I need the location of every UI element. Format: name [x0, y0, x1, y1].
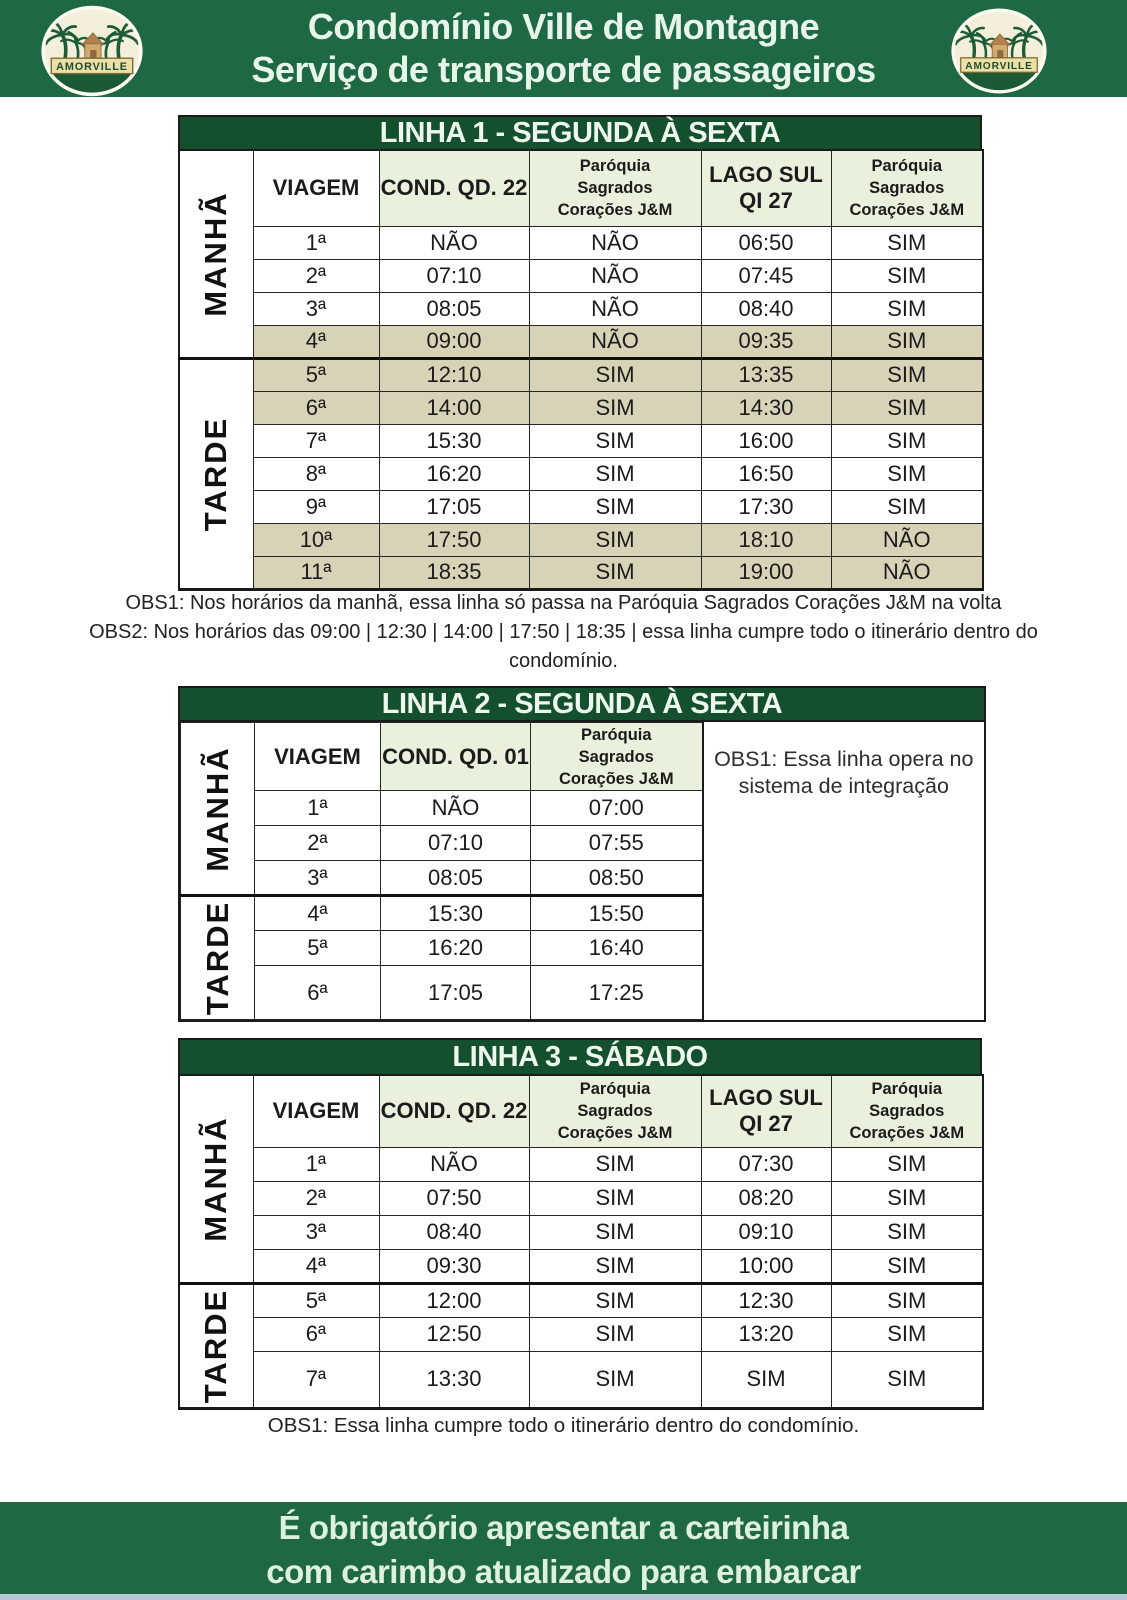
schedule-cell: 4ª: [253, 1249, 379, 1283]
schedule-cell: 16:20: [381, 931, 531, 966]
obs2-text: OBS2: Nos horários das 09:00 | 12:30 | 14:00 | 17:50 | 18:35 | essa linha cumpre todo o itinerário dentro do condomínio.: [89, 621, 1038, 672]
schedule-cell: SIM: [831, 1249, 983, 1283]
page-header: [0, 0, 1127, 97]
schedule-cell: 07:00: [531, 791, 703, 826]
schedule-cell: NÃO: [529, 325, 701, 358]
schedule-cell: SIM: [831, 457, 983, 490]
schedule-cell: 07:50: [379, 1181, 529, 1215]
schedule-cell: SIM: [831, 325, 983, 358]
table-row: [181, 826, 703, 861]
table-row: [181, 896, 703, 931]
table1-notes: [0, 589, 1127, 676]
table-row: [179, 1351, 983, 1408]
schedule-cell: 2ª: [253, 1181, 379, 1215]
schedule-cell: SIM: [529, 556, 701, 589]
schedule-cell: 08:50: [531, 861, 703, 896]
column-header: LAGO SUL QI 27: [701, 150, 831, 226]
schedule-cell: 10ª: [253, 523, 379, 556]
schedule-cell: SIM: [831, 1181, 983, 1215]
schedule-cell: SIM: [831, 1351, 983, 1408]
table-title: LINHA 1 - SEGUNDA À SEXTA: [379, 117, 781, 149]
schedule-cell: 7ª: [253, 424, 379, 457]
schedule-grid: [180, 722, 704, 1020]
schedule-cell: SIM: [529, 1283, 701, 1317]
schedule-cell: 16:20: [379, 457, 529, 490]
schedule-cell: 14:30: [701, 391, 831, 424]
column-header: VIAGEM: [253, 150, 379, 226]
schedule-cell: 12:10: [379, 358, 529, 391]
schedule-cell: NÃO: [379, 1147, 529, 1181]
schedule-cell: SIM: [529, 424, 701, 457]
schedule-cell: 16:40: [531, 931, 703, 966]
schedule-cell: 13:20: [701, 1317, 831, 1351]
schedule-cell: SIM: [831, 259, 983, 292]
table2-body: [180, 722, 984, 1020]
schedule-cell: 07:30: [701, 1147, 831, 1181]
schedule-cell: 8ª: [253, 457, 379, 490]
schedule-cell: SIM: [529, 391, 701, 424]
schedule-cell: NÃO: [831, 556, 983, 589]
schedule-cell: 08:05: [379, 292, 529, 325]
schedule-cell: 2ª: [253, 259, 379, 292]
schedule-cell: NÃO: [529, 226, 701, 259]
column-header: Paróquia Sagrados Corações J&M: [529, 1075, 701, 1147]
schedule-cell: 12:50: [379, 1317, 529, 1351]
table-row: [179, 1147, 983, 1181]
logo-banner-text: AMORVILLE: [965, 60, 1033, 72]
schedule-cell: 09:10: [701, 1215, 831, 1249]
schedule-cell: 17:25: [531, 966, 703, 1020]
table-row: [181, 966, 703, 1020]
schedule-cell: 19:00: [701, 556, 831, 589]
schedule-cell: 4ª: [255, 896, 381, 931]
schedule-table-linha-1: [178, 115, 982, 591]
table-title-band: [178, 1038, 982, 1074]
table-row: [181, 861, 703, 896]
schedule-cell: 08:20: [701, 1181, 831, 1215]
schedule-cell: SIM: [831, 1215, 983, 1249]
column-header-row: [181, 723, 703, 791]
period-label-tarde: TARDE: [179, 358, 253, 589]
schedule-cell: 15:30: [379, 424, 529, 457]
table-row: [179, 523, 983, 556]
schedule-cell: 14:00: [379, 391, 529, 424]
schedule-cell: 6ª: [255, 966, 381, 1020]
schedule-cell: SIM: [529, 1351, 701, 1408]
schedule-cell: SIM: [831, 391, 983, 424]
schedule-cell: SIM: [831, 358, 983, 391]
schedule-cell: 18:35: [379, 556, 529, 589]
schedule-grid: [178, 149, 984, 591]
table-row: [179, 292, 983, 325]
column-header: Paróquia Sagrados Corações J&M: [531, 723, 703, 791]
schedule-cell: 1ª: [253, 1147, 379, 1181]
schedule-cell: SIM: [701, 1351, 831, 1408]
table-row: [179, 325, 983, 358]
schedule-table-linha-3: [178, 1038, 982, 1410]
schedule-cell: 11ª: [253, 556, 379, 589]
page-footer: [0, 1502, 1127, 1600]
schedule-cell: 17:50: [379, 523, 529, 556]
page-title-line2: Serviço de transporte de passageiros: [251, 49, 876, 90]
schedule-grid: [178, 1074, 984, 1410]
schedule-cell: 17:05: [381, 966, 531, 1020]
column-header: VIAGEM: [255, 723, 381, 791]
table-row: [179, 490, 983, 523]
schedule-cell: SIM: [831, 1317, 983, 1351]
table-row: [181, 931, 703, 966]
obs1-text: OBS1: Nos horários da manhã, essa linha só passa na Paróquia Sagrados Corações J&M na volta: [125, 592, 1002, 614]
period-label-tarde: TARDE: [181, 896, 255, 1020]
schedule-cell: SIM: [529, 1317, 701, 1351]
schedule-cell: 4ª: [253, 325, 379, 358]
schedule-cell: 17:05: [379, 490, 529, 523]
column-header: COND. QD. 22: [379, 150, 529, 226]
schedule-cell: 08:40: [701, 292, 831, 325]
footer-line1: É obrigatório apresentar a carteirinha: [278, 1509, 849, 1546]
amorville-logo-icon: [36, 4, 148, 98]
schedule-cell: 13:30: [379, 1351, 529, 1408]
table-row: [179, 226, 983, 259]
schedule-cell: 3ª: [253, 292, 379, 325]
schedule-cell: 12:00: [379, 1283, 529, 1317]
footer-line2: com carimbo atualizado para embarcar: [266, 1553, 861, 1590]
schedule-cell: SIM: [529, 490, 701, 523]
table-row: [179, 424, 983, 457]
table-title-band: [180, 688, 984, 722]
table-row: [179, 1181, 983, 1215]
schedule-cell: 07:45: [701, 259, 831, 292]
column-header: LAGO SUL QI 27: [701, 1075, 831, 1147]
schedule-cell: NÃO: [529, 259, 701, 292]
schedule-cell: NÃO: [529, 292, 701, 325]
column-header: COND. QD. 01: [381, 723, 531, 791]
schedule-cell: SIM: [831, 490, 983, 523]
table-title-band: [178, 115, 982, 149]
column-header: COND. QD. 22: [379, 1075, 529, 1147]
schedule-cell: 12:30: [701, 1283, 831, 1317]
table-row: [179, 1283, 983, 1317]
schedule-cell: 13:35: [701, 358, 831, 391]
schedule-cell: 2ª: [255, 826, 381, 861]
schedule-cell: 09:35: [701, 325, 831, 358]
schedule-cell: 16:50: [701, 457, 831, 490]
column-header: Paróquia Sagrados Corações J&M: [529, 150, 701, 226]
schedule-cell: 08:40: [379, 1215, 529, 1249]
schedule-cell: NÃO: [831, 523, 983, 556]
page-title-line1: Condomínio Ville de Montagne: [307, 6, 820, 47]
schedule-cell: 5ª: [253, 358, 379, 391]
schedule-cell: 5ª: [253, 1283, 379, 1317]
table3-note: OBS1: Essa linha cumpre todo o itinerário dentro do condomínio.: [267, 1414, 860, 1437]
schedule-cell: SIM: [831, 292, 983, 325]
column-header-row: [179, 150, 983, 226]
schedule-cell: 1ª: [255, 791, 381, 826]
schedule-cell: 3ª: [255, 861, 381, 896]
footer-text: [0, 1502, 1127, 1594]
column-header: Paróquia Sagrados Corações J&M: [831, 150, 983, 226]
table-title: LINHA 2 - SEGUNDA À SEXTA: [381, 688, 783, 720]
table-row: [179, 259, 983, 292]
period-label-tarde: TARDE: [179, 1283, 253, 1408]
schedule-cell: SIM: [529, 1147, 701, 1181]
schedule-cell: 7ª: [253, 1351, 379, 1408]
schedule-cell: 18:10: [701, 523, 831, 556]
column-header: Paróquia Sagrados Corações J&M: [831, 1075, 983, 1147]
column-header: VIAGEM: [253, 1075, 379, 1147]
schedule-cell: SIM: [529, 457, 701, 490]
amorville-logo-icon: [948, 6, 1050, 96]
schedule-cell: SIM: [529, 1181, 701, 1215]
schedule-cell: SIM: [831, 1283, 983, 1317]
schedule-cell: 07:10: [379, 259, 529, 292]
column-header-row: [179, 1075, 983, 1147]
schedule-cell: 07:55: [531, 826, 703, 861]
schedule-cell: 09:00: [379, 325, 529, 358]
table-row: [181, 791, 703, 826]
period-label-manha: MANHÃ: [179, 150, 253, 358]
schedule-cell: 15:50: [531, 896, 703, 931]
table-title: LINHA 3 - SÁBADO: [452, 1041, 708, 1073]
schedule-cell: 16:00: [701, 424, 831, 457]
schedule-table-linha-2: [178, 686, 986, 1022]
period-label-manha: MANHÃ: [181, 723, 255, 896]
table-row: [179, 1215, 983, 1249]
logo-banner-text: AMORVILLE: [56, 60, 128, 73]
schedule-cell: 6ª: [253, 391, 379, 424]
bottom-edge-strip: [0, 1594, 1127, 1600]
schedule-cell: 15:30: [381, 896, 531, 931]
schedule-cell: SIM: [529, 1215, 701, 1249]
schedule-cell: 3ª: [253, 1215, 379, 1249]
schedule-cell: 9ª: [253, 490, 379, 523]
schedule-cell: NÃO: [379, 226, 529, 259]
schedule-cell: 1ª: [253, 226, 379, 259]
table-row: [179, 1317, 983, 1351]
table-row: [179, 457, 983, 490]
schedule-cell: 5ª: [255, 931, 381, 966]
schedule-cell: 07:10: [381, 826, 531, 861]
schedule-cell: 6ª: [253, 1317, 379, 1351]
table-row: [179, 1249, 983, 1283]
schedule-cell: SIM: [529, 358, 701, 391]
schedule-cell: NÃO: [381, 791, 531, 826]
schedule-cell: SIM: [529, 1249, 701, 1283]
table-row: [179, 358, 983, 391]
schedule-cell: 17:30: [701, 490, 831, 523]
table2-side-note: OBS1: Essa linha opera no sistema de integração: [714, 747, 974, 798]
schedule-cell: 06:50: [701, 226, 831, 259]
period-label-manha: MANHÃ: [179, 1075, 253, 1283]
schedule-cell: 09:30: [379, 1249, 529, 1283]
schedule-cell: SIM: [831, 1147, 983, 1181]
schedule-cell: 08:05: [381, 861, 531, 896]
schedule-cell: SIM: [831, 226, 983, 259]
schedule-cell: SIM: [529, 523, 701, 556]
schedule-cell: SIM: [831, 424, 983, 457]
table-row: [179, 556, 983, 589]
schedule-cell: 10:00: [701, 1249, 831, 1283]
table-row: [179, 391, 983, 424]
